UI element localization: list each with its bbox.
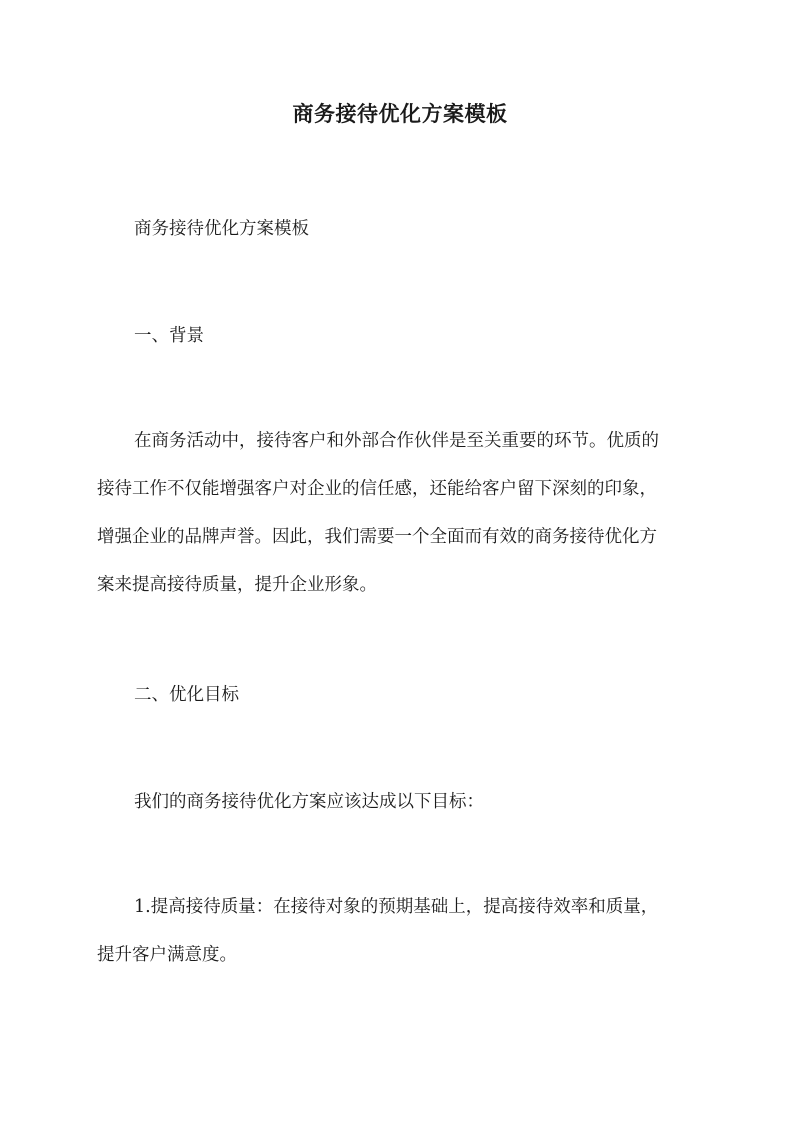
background-paragraph: [97, 417, 707, 609]
paragraph-line: 提升客户满意度。: [97, 945, 237, 965]
paragraph-line: 在商务活动中，接待客户和外部合作伙伴是至关重要的环节。优质的: [134, 431, 659, 451]
document-title: 商务接待优化方案模板: [292, 101, 508, 126]
paragraph-line: 接待工作不仅能增强客户对企业的信任感，还能给客户留下深刻的印象，: [97, 479, 657, 499]
section-heading-background: 一、背景: [134, 326, 204, 346]
paragraph-line: 增强企业的品牌声誉。因此，我们需要一个全面而有效的商务接待优化方: [97, 527, 657, 547]
paragraph-line: 1.提高接待质量：在接待对象的预期基础上，提高接待效率和质量，: [134, 897, 659, 917]
goals-intro: 我们的商务接待优化方案应该达成以下目标：: [134, 792, 484, 812]
section-heading-goals: 二、优化目标: [134, 685, 239, 705]
paragraph-line: 案来提高接待质量，提升企业形象。: [97, 575, 377, 595]
goal-item-1: [97, 883, 707, 979]
document-subtitle: 商务接待优化方案模板: [134, 219, 309, 239]
